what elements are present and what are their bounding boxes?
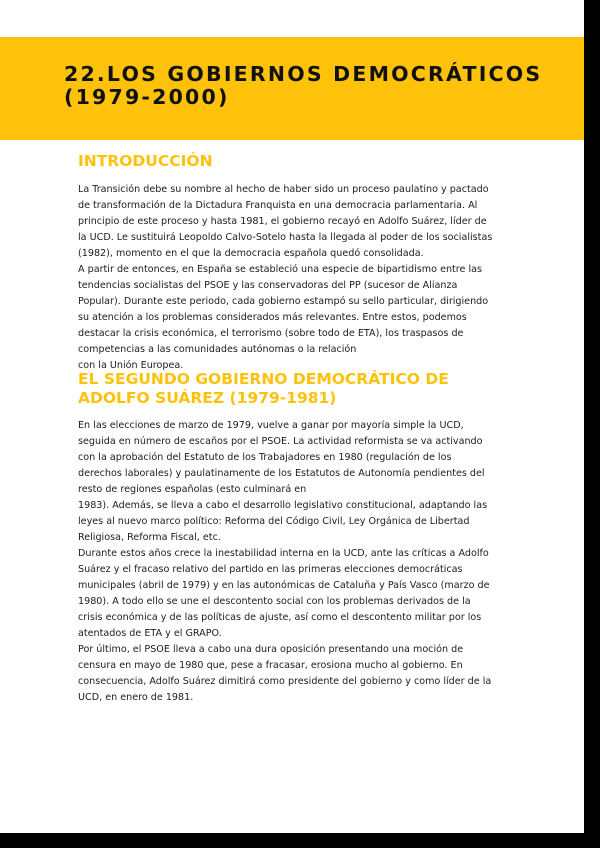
text-line: La Transición debe su nombre al hecho de haber sido un proceso paulatino y pactado	[78, 184, 489, 195]
page-title-line-2: (1979-2000)	[64, 85, 230, 109]
text-line: 1983). Además, se lleva a cabo el desarrollo legislativo constitucional, adaptando las	[78, 500, 488, 511]
text-line: (1982), momento en el que la democracia española quedó consolidada.	[78, 248, 424, 259]
text-line: su atención a los problemas considerados más relevantes. Entre estos, podemos	[78, 312, 467, 323]
text-line: municipales (abril de 1979) y en las autonómicas de Cataluña y País Vasco (marzo de	[78, 580, 490, 591]
text-line: tendencias socialistas del PSOE y las conservadoras del PP (sucesor de Alianza	[78, 280, 458, 291]
text-line: crisis económica y de las políticas de ajuste, así como el descontento militar por los	[78, 612, 482, 623]
text-line: resto de regiones españolas (esto culminará en	[78, 484, 307, 495]
text-line: Suárez y el fracaso relativo del partido en las primeras elecciones democráticas	[78, 564, 463, 575]
section2-heading-line-1: EL SEGUNDO GOBIERNO DEMOCRÁTICO DE	[78, 370, 449, 388]
text-line: derechos laborales) y paulatinamente de los Estatutos de Autonomía pendientes del	[78, 468, 485, 479]
text-line: censura en mayo de 1980 que, pese a fracasar, erosiona mucho al gobierno. En	[78, 660, 463, 671]
text-line: competencias a las comunidades autónomas o la relación	[78, 344, 357, 355]
page-title	[64, 63, 542, 109]
text-line: Popular). Durante este periodo, cada gobierno estampó su sello particular, dirigiendo	[78, 296, 489, 307]
text-line: Por último, el PSOE lleva a cabo una dura oposición presentando una moción de	[78, 644, 464, 655]
text-line: con la Unión Europea.	[78, 360, 184, 371]
text-line: Durante estos años crece la inestabilidad interna en la UCD, ante las críticas a Adolfo	[78, 548, 489, 559]
text-line: de transformación de la Dictadura Franquista en una democracia parlamentaria. Al	[78, 200, 478, 211]
page-title-line-1: 22.LOS GOBIERNOS DEMOCRÁTICOS	[64, 62, 543, 86]
intro-paragraph	[78, 182, 492, 374]
section2-heading-line-2: ADOLFO SUÁREZ (1979-1981)	[78, 389, 337, 407]
text-line: principio de este proceso y hasta 1981, el gobierno recayó en Adolfo Suárez, líder de	[78, 216, 487, 227]
text-line: destacar la crisis económica, el terrorismo (sobre todo de ETA), los traspasos de	[78, 328, 464, 339]
text-line: la UCD. Le sustituirá Leopoldo Calvo-Sotelo hasta la llegada al poder de los socialistas	[78, 232, 493, 243]
text-line: 1980). A todo ello se une el descontento social con los problemas derivados de la	[78, 596, 471, 607]
text-line: En las elecciones de marzo de 1979, vuelve a ganar por mayoría simple la UCD,	[78, 420, 464, 431]
text-line: A partir de entonces, en España se estableció una especie de bipartidismo entre las	[78, 264, 483, 275]
text-line: seguida en número de escaños por el PSOE. La actividad reformista se va activando	[78, 436, 483, 447]
text-line: atentados de ETA y el GRAPO.	[78, 628, 222, 639]
section2-paragraph	[78, 418, 491, 706]
text-line: UCD, en enero de 1981.	[78, 692, 194, 703]
text-line: leyes al nuevo marco político: Reforma del Código Civil, Ley Orgánica de Libertad	[78, 516, 470, 527]
title-banner	[0, 37, 584, 140]
text-line: con la aprobación del Estatuto de los Trabajadores en 1980 (regulación de los	[78, 452, 452, 463]
section2-heading	[78, 370, 449, 408]
intro-heading: INTRODUCCIÓN	[78, 152, 213, 170]
text-line: Religiosa, Reforma Fiscal, etc.	[78, 532, 221, 543]
text-line: consecuencia, Adolfo Suárez dimitirá como presidente del gobierno y como líder de la	[78, 676, 492, 687]
